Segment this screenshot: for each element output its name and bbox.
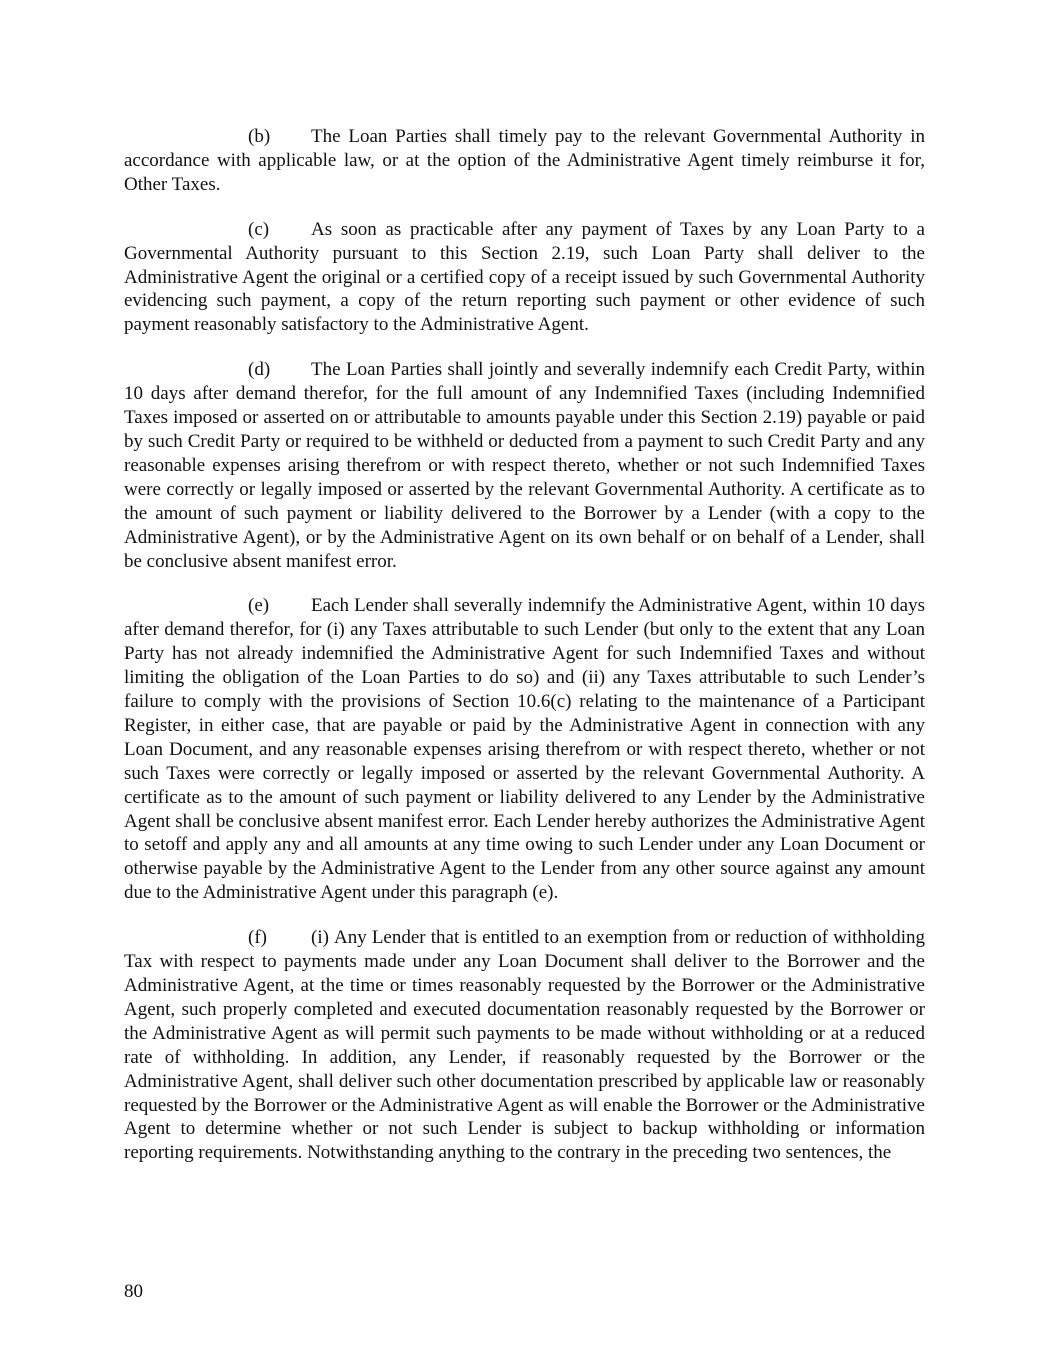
paragraph-text: As soon as practicable after any payment of Taxes by any Loan Party to a Governmental Authority pursuant to this Section 2.19, such Loan Party shall deliver to the Administrative Agent the original or a certified copy of a receipt issued by such Governmental Authority evidencing such payment, a copy of the return reporting such payment or other evidence of such payment reasonably satisfactory to the Administrative Agent.	[124, 218, 925, 336]
paragraph-sub-label: (i)	[311, 927, 329, 949]
paragraph-e	[124, 594, 925, 905]
paragraph-text: The Loan Parties shall jointly and severally indemnify each Credit Party, within 10 days after demand therefor, for the full amount of any Indemnified Taxes (including Indemnified Taxes imposed or asserted on or attributable to amounts payable under this Section 2.19) payable or paid by such Credit Party or required to be withheld or deducted from a payment to such Credit Party and any reasonable expenses arising therefrom or with respect thereto, whether or not such Indemnified Taxes were correctly or legally imposed or asserted by the relevant Governmental Authority. A certificate as to the amount of such payment or liability delivered to the Borrower by a Lender (with a copy to the Administrative Agent), or by the Administrative Agent on its own behalf or on behalf of a Lender, shall be conclusive absent manifest error.	[124, 359, 925, 572]
paragraph-label: (d)	[248, 359, 271, 381]
paragraph-text: The Loan Parties shall timely pay to the relevant Governmental Authority in accordance with applicable law, or at the option of the Administrative Agent timely reimburse it for, Other Taxes.	[124, 126, 925, 195]
paragraph-d	[124, 358, 925, 573]
paragraph-label: (c)	[248, 218, 270, 240]
paragraph-label: (b)	[248, 126, 271, 147]
paragraph-label: (e)	[248, 595, 270, 617]
paragraph-text: Each Lender shall severally indemnify the Administrative Agent, within 10 days after demand therefor, for (i) any Taxes attributable to such Lender (but only to the extent that any Loan Party has not already indemnified the Administrative Agent for such Indemnified Taxes and without limiting the obligation of the Loan Parties to do so) and (ii) any Taxes attributable to such Lender’s failure to comply with the provisions of Section 10.6(c) relating to the maintenance of a Participant Register, in either case, that are payable or paid by the Administrative Agent in connection with any Loan Document, and any reasonable expenses arising therefrom or with respect thereto, whether or not such Taxes were correctly or legally imposed or asserted by the relevant Governmental Authority. A certificate as to the amount of such payment or liability delivered to any Lender by the Administrative Agent shall be conclusive absent manifest error. Each Lender hereby authorizes the Administrative Agent to setoff and apply any and all amounts at any time owing to such Lender under any Loan Document or otherwise payable by the Administrative Agent to the Lender from any other source against any amount due to the Administrative Agent under this paragraph (e).	[124, 595, 925, 904]
document-page	[124, 125, 925, 1186]
paragraph-b	[124, 125, 925, 197]
paragraph-label: (f)	[248, 927, 267, 949]
page-number: 80	[124, 1281, 143, 1302]
paragraph-c	[124, 218, 925, 338]
paragraph-text: Any Lender that is entitled to an exemption from or reduction of withholding Tax with respect to payments made under any Loan Document shall deliver to the Borrower and the Administrative Agent, at the time or times reasonably requested by the Borrower or the Administrative Agent, such properly completed and executed documentation reasonably requested by the Borrower or the Administrative Agent as will permit such payments to be made without withholding or at a reduced rate of withholding. In addition, any Lender, if reasonably requested by the Borrower or the Administrative Agent, shall deliver such other documentation prescribed by applicable law or reasonably requested by the Borrower or the Administrative Agent as will enable the Borrower or the Administrative Agent to determine whether or not such Lender is subject to backup withholding or information reporting requirements. Notwithstanding anything to the contrary in the preceding two sentences, the	[124, 927, 925, 1164]
paragraph-f	[124, 926, 925, 1165]
